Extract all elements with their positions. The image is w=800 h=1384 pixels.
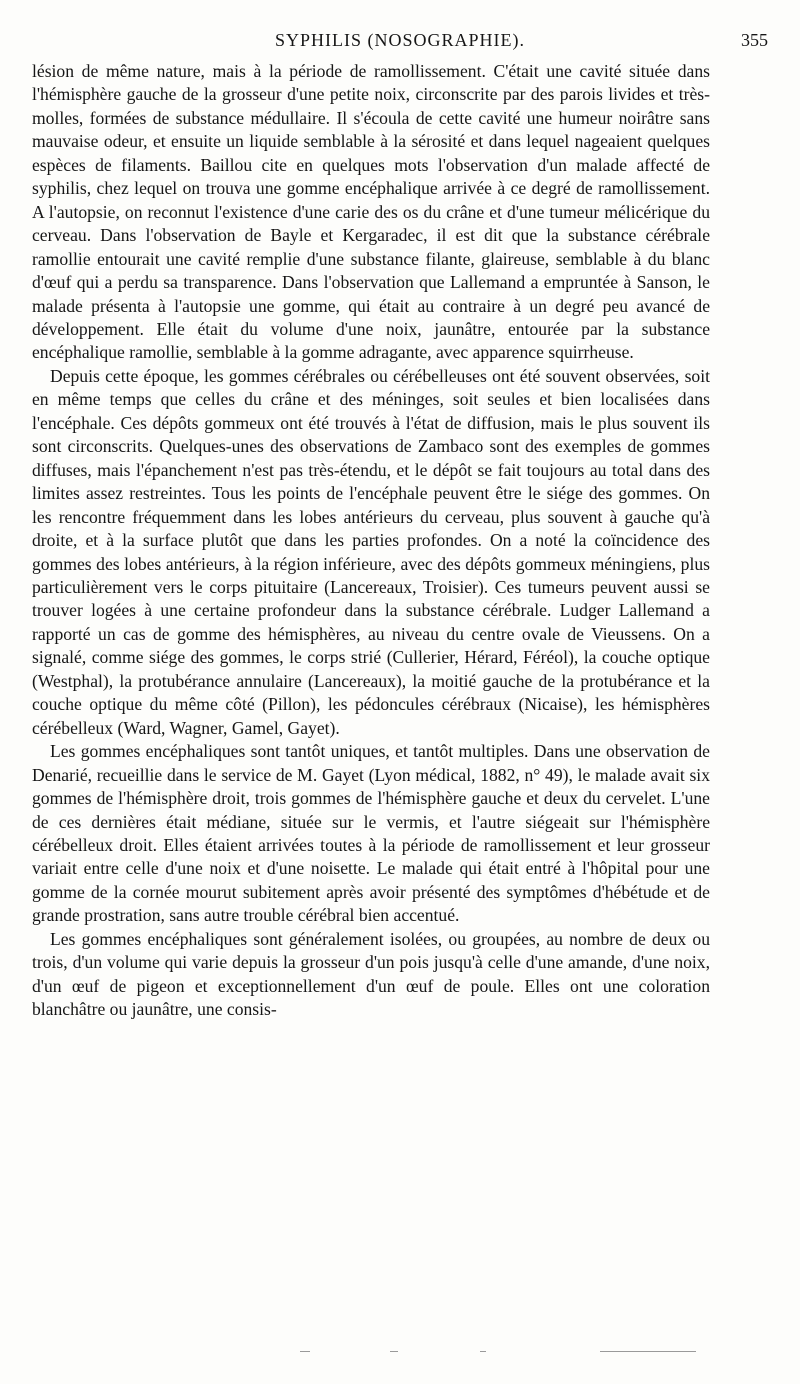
scan-mark	[480, 1351, 486, 1352]
scan-mark	[390, 1351, 398, 1352]
scan-mark	[600, 1351, 696, 1352]
body-text	[32, 60, 710, 1022]
scan-mark	[300, 1351, 310, 1352]
paragraph: Les gommes encéphaliques sont tantôt uniques, et tantôt multiples. Dans une observation de Denarié, recueillie dans le service de M. Gayet (Lyon médical, 1882, n° 49), le malade avait six gommes de l'hémisphère droit, trois gommes de l'hémisphère gauche et deux du cervelet. L'une de ces dernières était médiane, située sur le vermis, et l'autre siégeait sur l'hémisphère cérébelleux droit. Elles étaient arrivées toutes à la période de ramollissement et leur grosseur variait entre celle d'une noix et d'une noisette. Le malade qui était entré à l'hôpital pour une gomme de la cornée mourut subitement après avoir présenté des symptômes d'hébétude et de grande prostration, sans autre trouble cérébral bien accentué.	[32, 741, 710, 926]
scan-marks	[300, 1346, 720, 1358]
paragraph: Les gommes encéphaliques sont généralement isolées, ou groupées, au nombre de deux ou trois, d'un volume qui varie depuis la grosseur d'un pois jusqu'à celle d'une amande, d'une noix, d'un œuf de pigeon et exceptionnellement d'un œuf de poule. Elles ont une coloration blanchâtre ou jaunâtre, une consis-	[32, 928, 710, 1020]
paragraph: lésion de même nature, mais à la période de ramollissement. C'était une cavité située dans l'hémisphère gauche de la grosseur d'une petite noix, circonscrite par des parois livides et très-molles, formées de substance médullaire. Il s'écoula de cette cavité une humeur noirâtre sans mauvaise odeur, et ensuite un liquide semblable à la sérosité et dans lequel nageaient quelques espèces de filaments. Baillou cite en quelques mots l'observation d'un malade affecté de syphilis, chez lequel on trouva une gomme encéphalique arrivée à ce degré de ramollissement. A l'autopsie, on reconnut l'existence d'une carie des os du crâne et d'une tumeur mélicérique du cerveau. Dans l'observation de Bayle et Kergaradec, il est dit que la substance cérébrale ramollie entourait une cavité remplie d'une substance filante, glaireuse, semblable à du blanc d'œuf qui a perdu sa transparence. Dans l'observation que Lallemand a empruntée à Sanson, le malade présenta à l'autopsie une gomme, qui était au contraire à un degré peu avancé de développement. Elle était du volume d'une noix, jaunâtre, entourée par la substance encéphalique ramollie, semblable à la gomme adragante, avec apparence squirrheuse.	[32, 61, 710, 363]
page-number: 355	[741, 30, 768, 50]
running-title: SYPHILIS (NOSOGRAPHIE).	[274, 30, 525, 50]
running-head	[32, 30, 768, 54]
paragraph: Depuis cette époque, les gommes cérébrales ou cérébelleuses ont été souvent observées, soit en même temps que celles du crâne et des méninges, soit seules et bien localisées dans l'encéphale. Ces dépôts gommeux ont été trouvés à l'état de diffusion, mais le plus souvent ils sont circonscrits. Quelques-unes des observations de Zambaco sont des exemples de gommes diffuses, mais l'épanchement n'est pas très-étendu, et le dépôt se fait toujours au total dans des limites assez restreintes. Tous les points de l'encéphale peuvent être le siége des gommes. On les rencontre fréquemment dans les lobes antérieurs du cerveau, plus souvent à gauche qu'à droite, et à la surface plutôt que dans les parties profondes. On a noté la coïncidence des gommes des lobes antérieurs, à la région inférieure, avec des dépôts gommeux méningiens, plus particulièrement vers le corps pituitaire (Lancereaux, Troisier). Ces tumeurs peuvent aussi se trouver logées à une certaine profondeur dans la substance cérébrale. Ludger Lallemand a rapporté un cas de gomme des hémisphères, au niveau du centre ovale de Vieussens. On a signalé, comme siége des gommes, le corps strié (Cullerier, Hérard, Féréol), la couche optique (Westphal), la protubérance annulaire (Lancereaux), la moitié gauche de la protubérance et la couche optique du même côté (Pillon), les pédoncules cérébraux (Nicaise), les hémisphères cérébelleux (Ward, Wagner, Gamel, Gayet).	[32, 365, 710, 738]
